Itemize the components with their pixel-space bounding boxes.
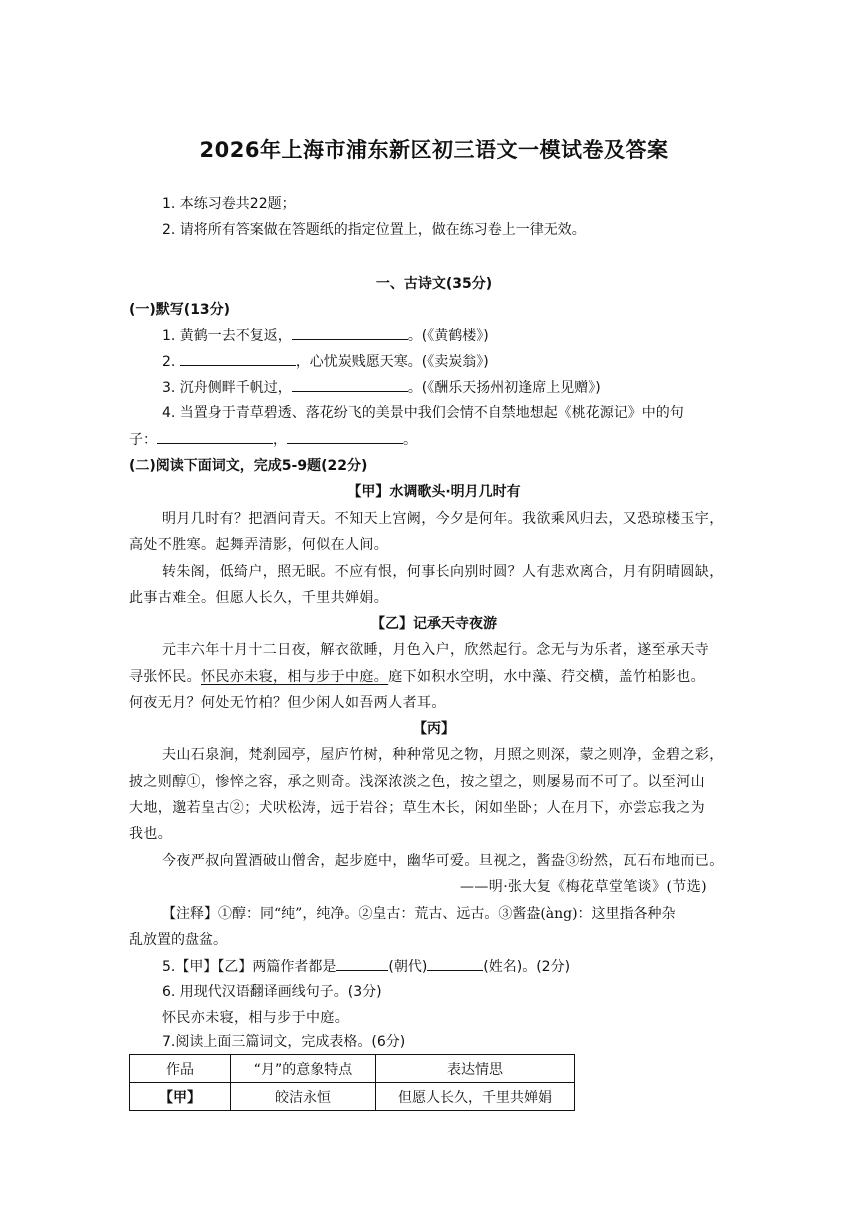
annotation-line: 乱放置的盘盆。	[129, 932, 227, 948]
instruction-note-2: 2. 请将所有答案做在答题纸的指定位置上，做在练习卷上一律无效。	[162, 222, 586, 238]
passage-bing-line: 披之则醇①，惨悴之容，承之则奇。浅深浓淡之色，按之望之，则屡易而不可了。以至河山	[129, 774, 705, 790]
passage-jia-line: 转朱阁，低绮户，照无眠。不应有恨，何事长向别时圆？人有悲欢离合，月有阴晴圆缺，	[162, 564, 724, 580]
passage-jia-line: 高处不胜寒。起舞弄清影，何似在人间。	[129, 537, 389, 553]
passage-bing-source: ——明·张大复《梅花草堂笔谈》(节选)	[460, 879, 707, 895]
page-title: 2026年上海市浦东新区初三语文一模试卷及答案	[199, 138, 669, 162]
answer-blank	[427, 956, 483, 971]
question-5-end: (姓名)。(2分)	[483, 959, 571, 975]
passage-yi-title: 【乙】记承天寺夜游	[371, 616, 497, 632]
passage-yi-line: 元丰六年十月十二日夜，解衣欲睡，月色入户，欣然起行。念无与为乐者，遂至承天寺	[162, 642, 710, 658]
question-1-text: 1. 黄鹤一去不复返，	[162, 328, 292, 344]
passage-yi-line: 何夜无月？何处无竹柏？但少闲人如吾两人者耳。	[129, 695, 446, 711]
table-header-row	[130, 1055, 575, 1083]
table-row	[130, 1083, 575, 1111]
question-4-line-1: 4. 当置身于青草碧透、落花纷飞的美景中我们会情不自禁地想起《桃花源记》中的句	[162, 405, 684, 421]
passage-bing-line: 夫山石泉涧，梵刹园亭，屋庐竹树，种种常见之物，月照之则深，蒙之则净，金碧之彩，	[162, 747, 724, 763]
passage-jia-title: 【甲】水调歌头·明月几时有	[347, 484, 521, 500]
question-3-source: 。(《酬乐天扬州初逢席上见赠》)	[407, 380, 601, 396]
table-cell: 但愿人长久，千里共婵娟	[376, 1083, 575, 1111]
underlined-sentence: 怀民亦未寝，相与步于中庭。	[201, 669, 389, 685]
part2-heading: (二)阅读下面词文，完成5-9题(22分)	[129, 458, 368, 474]
question-7: 7.阅读上面三篇词文，完成表格。(6分)	[162, 1034, 406, 1050]
answer-blank	[292, 377, 408, 392]
question-2	[162, 351, 489, 372]
passage-bing-line: 今夜严叔向置酒破山僧舍，起步庭中，幽华可爱。旦视之，酱盎③纷然，瓦石布地而已。	[162, 853, 724, 869]
question-5-hint: (朝代)	[388, 959, 428, 975]
section-heading: 一、古诗文(35分)	[375, 276, 493, 292]
passage-yi-line	[129, 667, 705, 687]
table-cell: 【甲】	[130, 1083, 231, 1111]
question-3-text: 3. 沉舟侧畔千帆过，	[162, 380, 292, 396]
part1-heading: (一)默写(13分)	[129, 302, 231, 318]
answer-blank	[287, 429, 403, 444]
question-1-source: 。(《黄鹤楼》)	[407, 328, 489, 344]
table-header: 作品	[130, 1055, 231, 1083]
question-6-sentence: 怀民亦未寝，相与步于中庭。	[162, 1010, 350, 1026]
answer-blank	[292, 325, 408, 340]
question-3	[162, 377, 601, 398]
question-6: 6. 用现代汉语翻译画线句子。(3分)	[162, 984, 382, 1000]
passage-jia-line: 此事古难全。但愿人长久，千里共婵娟。	[129, 590, 389, 606]
question-5	[162, 956, 570, 977]
passage-yi-text: 庭下如积水空明，水中藻、荇交横，盖竹柏影也。	[388, 669, 706, 685]
instruction-note-1: 1. 本练习卷共22题；	[162, 196, 296, 212]
table-cell: 皎洁永恒	[231, 1083, 376, 1111]
table-header: 表达情思	[376, 1055, 575, 1083]
passage-bing-line: 我也。	[129, 826, 173, 842]
answer-table	[129, 1054, 575, 1111]
passage-jia-line: 明月几时有？把酒问青天。不知天上宫阙，今夕是何年。我欲乘风归去，又恐琼楼玉宇，	[162, 511, 724, 527]
question-2-text: ，心忧炭贱愿天寒。(《卖炭翁》)	[295, 354, 489, 370]
question-4-prefix: 子：	[129, 432, 157, 448]
passage-yi-text: 寻张怀民。	[129, 669, 201, 685]
table-header: “月”的意象特点	[231, 1055, 376, 1083]
question-4-separator: ，	[273, 432, 287, 448]
question-5-text: 5.【甲】【乙】两篇作者都是	[162, 959, 337, 975]
question-2-number: 2.	[162, 354, 180, 370]
passage-bing-title: 【丙】	[413, 721, 455, 737]
answer-blank	[157, 429, 273, 444]
passage-bing-line: 大地，邈若皇古②；犬吠松涛，远于岩谷；草生木长，闲如坐卧；人在月下，亦尝忘我之为	[129, 800, 705, 816]
annotation-line: 【注释】①醇：同“纯”，纯净。②皇古：荒古、远古。③酱盎(àng)：这里指各种杂	[162, 906, 676, 922]
question-1	[162, 325, 489, 346]
answer-blank	[180, 351, 296, 366]
answer-blank	[336, 956, 388, 971]
question-4-end: 。	[403, 432, 417, 448]
question-4-line-2	[129, 429, 417, 450]
